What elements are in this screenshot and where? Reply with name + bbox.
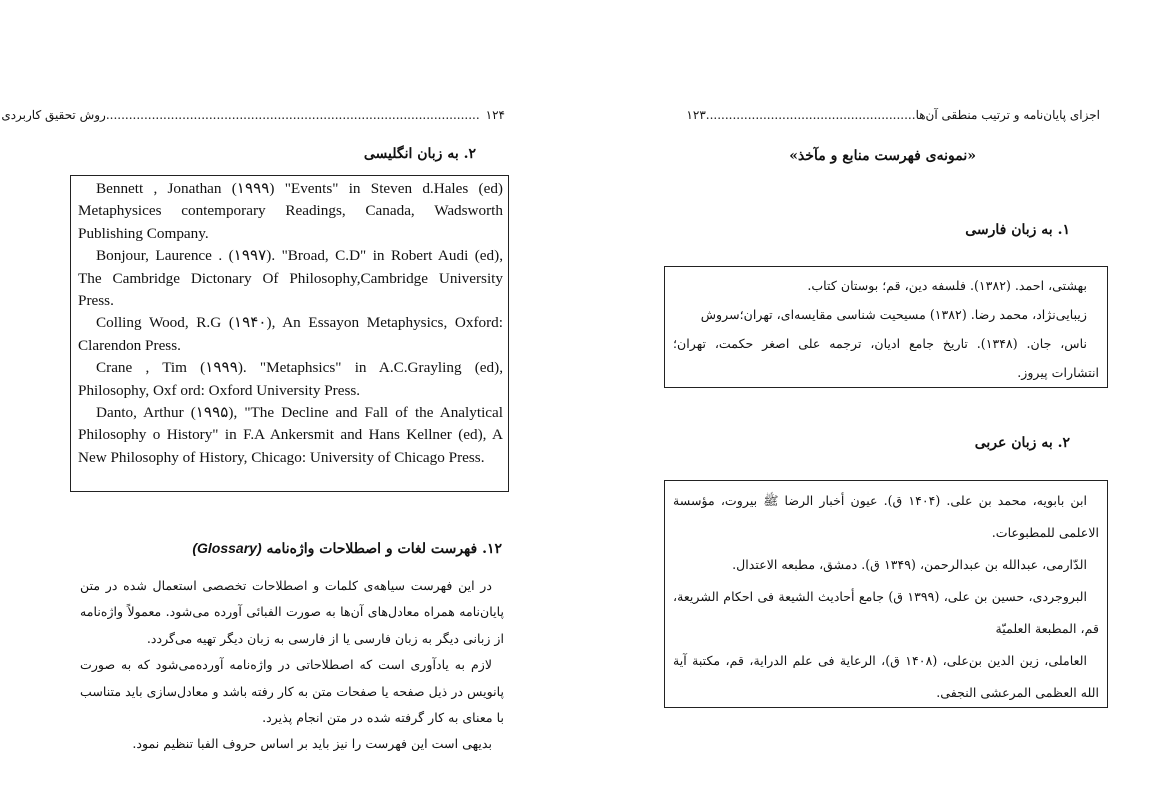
right-page-header [672,108,1100,122]
persian-ref-entry: بهشتی، احمد. (۱۳۸۲). فلسفه دین، قم؛ بوستان کتاب. [807,278,1087,293]
english-ref-entry: Colling Wood, R.G (۱۹۴۰), An Essayon Metaphysics, Oxford: Clarendon Press. [78,314,503,354]
right-page [588,0,1176,795]
english-ref-entry: Bonjour, Laurence . (۱۹۹۷). "Broad, C.D" in Robert Audi (ed), The Cambridge Dictonary Of Philosophy,Cambridge University Press. [78,247,503,310]
left-page-number: ۱۲۴ [485,108,505,122]
left-page-header [1,108,505,122]
references-main-title: «نمونه‌ی فهرست منابع و مآخذ» [789,148,976,164]
glossary-paragraph: بدیهی است این فهرست را نیز باید بر اساس حروف الفبا تنظیم نمود. [132,736,492,752]
right-page-number: ۱۲۳ [686,108,706,122]
glossary-section-title [84,540,502,557]
english-references-box [70,175,509,492]
persian-refs-heading: ۱. به زبان فارسی [965,222,1070,238]
arabic-references-box [664,480,1108,708]
left-header-leader: .................................................................................................. [105,108,480,122]
arabic-ref-entry: العاملی، زین الدین بن‌علی، (۱۴۰۸ ق)، الرعایة فی علم الدرایة، قم، مکتبة آیة الله العظمی المرعشی النجفی. [673,653,1099,700]
english-ref-entry: Crane , Tim (۱۹۹۹). "Metaphsics" in A.C.Grayling (ed), Philosophy, Oxf ord: Oxford University Press. [78,359,503,399]
english-ref-entry: Danto, Arthur (۱۹۹۵), "The Decline and Fall of the Analytical Philosophy o History" in F.A Ankersmit and Hans Kellner (ed), A New Philosophy of History, Chicago: University of Chicago Press. [78,404,503,466]
glossary-paragraph: در این فهرست سیاهه‌ی کلمات و اصطلاحات تخصصی استعمال شده در متن پایان‌نامه همراه معادل‌های آن‌ها به صورت الفبائی آورده می‌شود. معمولاً واژه‌نامه از زبانی دیگر به زبان فارسی یا از فارسی به زبان دیگر تهیه می‌گردد. [80,578,504,646]
arabic-refs-heading: ۲. به زبان عربی [974,435,1070,451]
english-ref-entry: Bennett , Jonathan (۱۹۹۹) "Events" in Steven d.Hales (ed) Metaphysices contemporary Readings, Canada, Wadsworth Publishing Company. [78,180,503,242]
persian-ref-entry: زیبایی‌نژاد، محمد رضا. (۱۳۸۲) مسیحیت شناسی مقایسه‌ای، تهران؛سروش [700,307,1087,322]
left-header-title: روش تحقیق کاربردی [1,108,106,122]
glossary-title-latin: (Glossary) [192,540,262,556]
arabic-ref-entry: الدّارمی، عبدالله بن عبدالرحمن، (۱۳۴۹ ق). دمشق، مطبعه الاعتدال. [732,557,1087,572]
right-header-title: اجزای پایان‌نامه و ترتیب منطقی آن‌ها [915,108,1100,122]
glossary-title-text: ۱۲. فهرست لغات و اصطلاحات واژه‌نامه [266,541,502,557]
arabic-ref-entry: البروجردی، حسین بن علی، (۱۳۹۹ ق) جامع أحادیث الشیعة فی احکام الشریعة، قم، المطبعة العلمیّة [673,589,1099,636]
glossary-body [80,573,504,758]
glossary-paragraph: لازم به یادآوری است که اصطلاحاتی در واژه‌نامه آورده‌می‌شود که به صورت پانویس در ذیل صفحه یا صفحات متن به کار رفته باشد و معادل‌سازی باید متناسب با معنای به کار گرفته شده در متن انجام پذیرد. [80,657,504,726]
arabic-ref-entry: ابن بابویه، محمد بن علی. (۱۴۰۴ ق). عیون أخبار الرضا ﷺ بیروت، مؤسسة الاعلمی للمطبوعات. [673,493,1099,540]
english-refs-heading: ۲. به زبان انگلیسی [363,146,476,162]
persian-ref-entry: ناس، جان. (۱۳۴۸). تاریخ جامع ادیان، ترجمه علی اصغر حکمت، تهران؛ انتشارات پیروز. [673,336,1099,380]
persian-references-box [664,266,1108,388]
right-header-leader: ....................................................... [705,108,916,122]
